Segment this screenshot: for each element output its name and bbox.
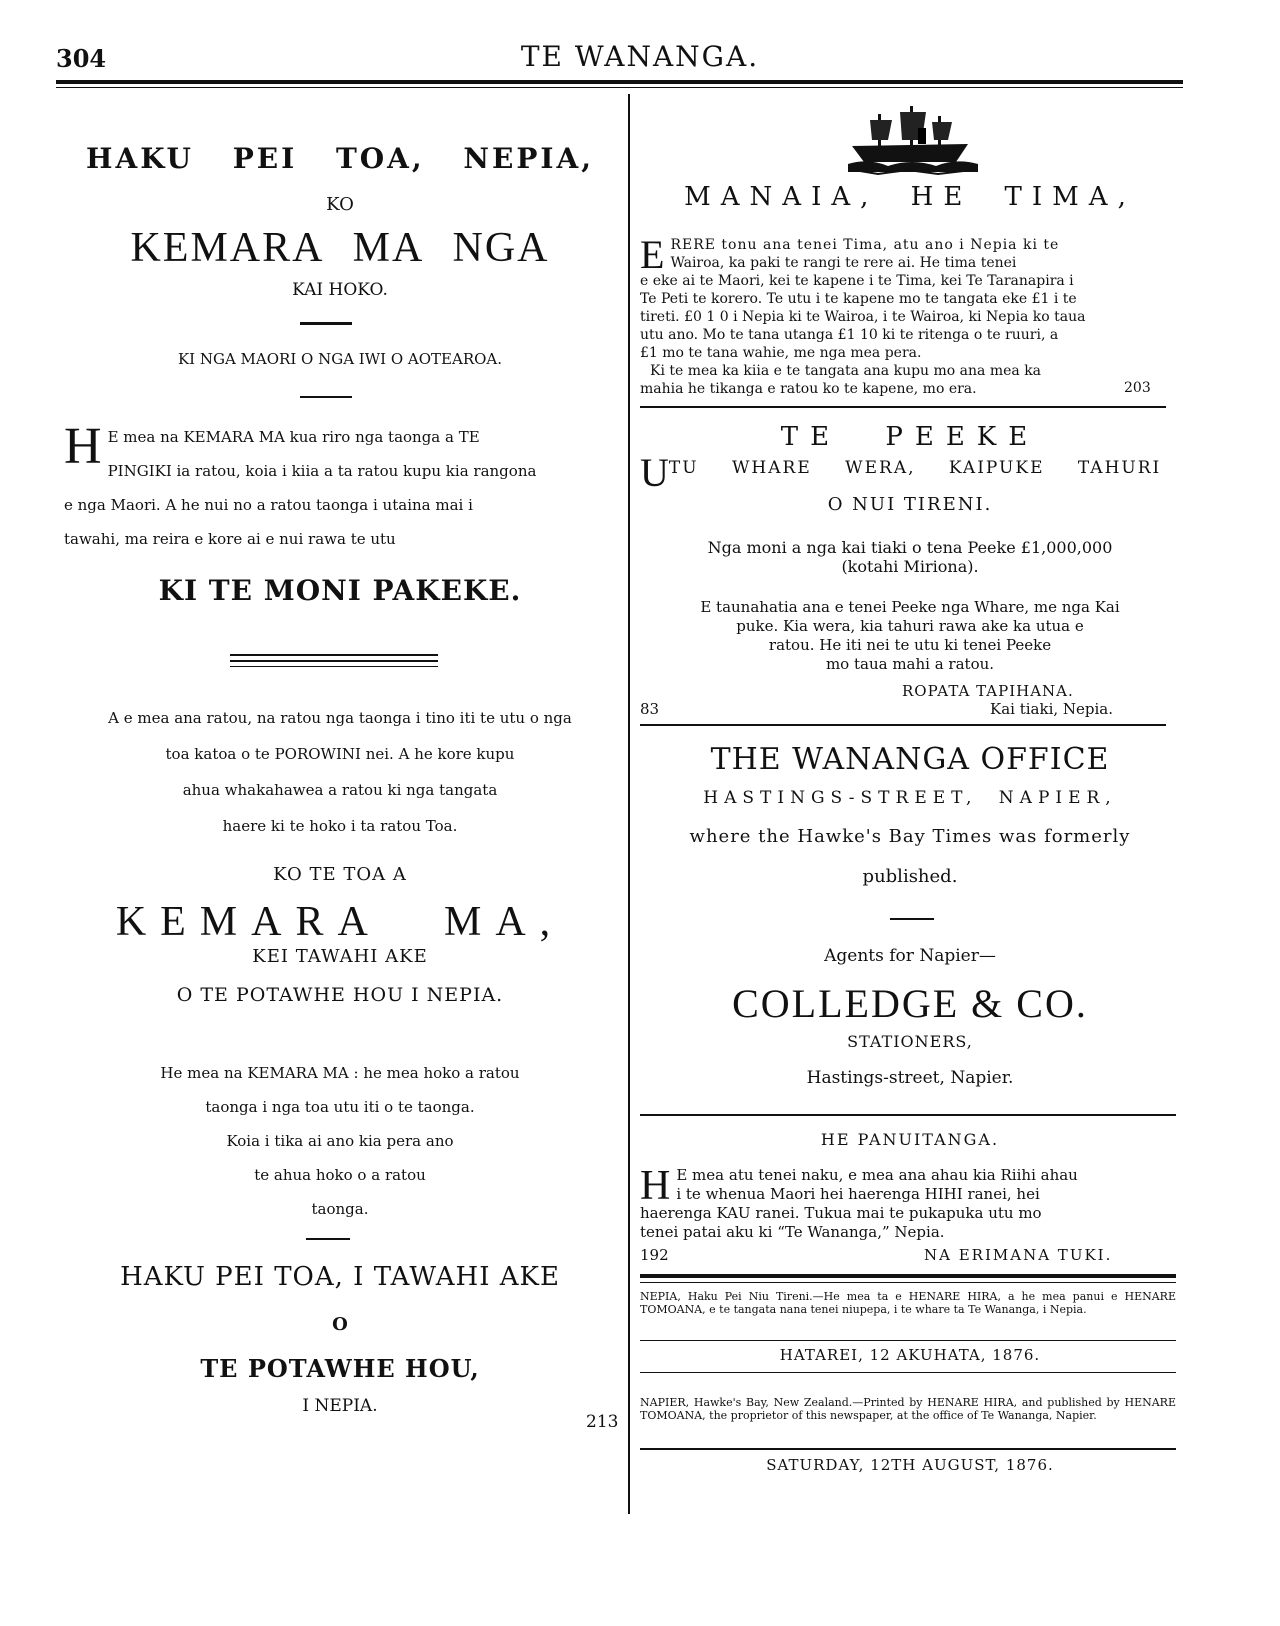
potawhe-nepia: O TE POTAWHE HOU I NEPIA. xyxy=(176,984,504,1006)
peeke-money-2: (kotahi Miriona). xyxy=(841,557,979,576)
kai-hoko: KAI HOKO. xyxy=(292,280,388,300)
tima-line: Ki te mea ka kiia e te tangata ana kupu mo ana mea ka xyxy=(650,363,1042,379)
tima-line: utu ano. Mo te tana utanga £1 10 ki te ritenga o te ruuri, a xyxy=(640,327,1059,343)
double-rule-bot xyxy=(230,666,438,667)
steamship-illustration xyxy=(848,100,978,178)
ad-number-213: 213 xyxy=(586,1412,619,1432)
colledge-and-co: COLLEDGE & CO. xyxy=(732,981,1088,1026)
date-english: SATURDAY, 12TH AUGUST, 1876. xyxy=(766,1456,1054,1474)
ko-label: KO xyxy=(326,194,354,215)
p2-line: haere ki te hoko i ta ratou Toa. xyxy=(222,817,458,835)
office-street: HASTINGS-STREET, NAPIER, xyxy=(703,788,1117,808)
divider-short-2 xyxy=(300,396,352,398)
hoko-paragraph xyxy=(60,1056,620,1226)
toa-paragraph xyxy=(60,700,620,844)
left-column xyxy=(60,0,620,1626)
dropcap-h-panui: H xyxy=(640,1163,671,1209)
te-potawhe-hou: TE POTAWHE HOU, xyxy=(200,1354,480,1383)
stationers: STATIONERS, xyxy=(847,1032,973,1051)
p1-line: tawahi, ma reira e kore ai e nui rawa te utu xyxy=(64,530,396,548)
divider-short-4 xyxy=(890,918,934,920)
p3-line: taonga. xyxy=(311,1200,369,1218)
p1-line: e nga Maori. A he nui no a ratou taonga i utaina mai i xyxy=(64,496,473,514)
p3-line: He mea na KEMARA MA : he mea hoko a ratou xyxy=(160,1064,520,1082)
peeke-heading xyxy=(640,450,1180,495)
agents-for-napier: Agents for Napier— xyxy=(824,946,996,966)
tima-line: £1 mo te tana wahie, me nga mea pera. xyxy=(640,345,922,361)
panui-line: E mea atu tenei naku, e mea ana ahau kia Riihi ahau xyxy=(676,1166,1078,1184)
peeke-signer: ROPATA TAPIHANA. xyxy=(902,682,1074,700)
hastings-street: Hastings-street, Napier. xyxy=(806,1068,1014,1088)
page-number: 304 xyxy=(56,44,107,73)
peeke-role: Kai tiaki, Nepia. xyxy=(990,700,1114,718)
tima-line: e eke ai te Maori, kei te kapene i te Tima, kei Te Taranapira i xyxy=(640,273,1074,289)
date-maori: HATAREI, 12 AKUHATA, 1876. xyxy=(779,1346,1041,1364)
p1-line: E mea na KEMARA MA kua riro nga taonga a TE xyxy=(107,428,480,446)
rule-after-colledge xyxy=(640,1114,1176,1116)
kei-tawahi-ake: KEI TAWAHI AKE xyxy=(252,946,428,967)
kemara-paragraph xyxy=(64,420,612,556)
rule-after-tima xyxy=(640,406,1166,408)
double-rule-mid xyxy=(230,660,438,662)
p3-line: te ahua hoko o a ratou xyxy=(254,1166,426,1184)
panui-line: tenei patai aku ki “Te Wananga,” Nepia. xyxy=(640,1223,945,1241)
kemara-ma-large: KEMARA MA, xyxy=(115,899,565,945)
divider-short xyxy=(300,322,352,325)
peeke-body-line: E taunahatia ana e tenei Peeke nga Whare, me nga Kai xyxy=(700,598,1120,616)
office-where: where the Hawke's Bay Times was formerly xyxy=(689,826,1131,847)
tima-line: RERE tonu ana tenei Tima, atu ano i Nepia ki te xyxy=(670,237,1060,253)
panui-paragraph xyxy=(640,1163,1176,1242)
panui-number-192: 192 xyxy=(640,1246,669,1264)
tima-paragraph xyxy=(640,232,1160,398)
p3-line: Koia i tika ai ano kia pera ano xyxy=(226,1132,454,1150)
p1-line: PINGIKI ia ratou, koia i kiia a ta ratou kupu kia rangona xyxy=(107,462,537,480)
te-peeke-title: TE PEEKE xyxy=(780,422,1040,452)
tima-line: Te Peti te korero. Te utu i te kapene mo te tangata eke £1 i te xyxy=(640,291,1077,307)
panui-line: haerenga KAU ranei. Tukua mai te pukapuka utu mo xyxy=(640,1204,1042,1222)
p2-line: A e mea ana ratou, na ratou nga taonga i tino iti te utu o nga xyxy=(108,709,572,727)
peeke-body-line: puke. Kia wera, kia tahuri rawa ake ka utua e xyxy=(736,617,1084,635)
dropcap-h: H xyxy=(64,418,102,475)
to-maori-heading: KI NGA MAORI O NGA IWI O AOTEAROA. xyxy=(177,350,503,368)
masthead: TE WANANGA. xyxy=(520,40,760,73)
panui-signer: NA ERIMANA TUKI. xyxy=(924,1246,1113,1264)
haku-pei-toa-title: HAKU PEI TOA, NEPIA, xyxy=(86,142,594,175)
peeke-body-line: ratou. He iti nei te utu ki tenei Peeke xyxy=(768,636,1052,654)
tima-line: Wairoa, ka paki te rangi te rere ai. He tima tenei xyxy=(670,255,1017,271)
divider-short-3 xyxy=(306,1238,350,1240)
dropcap-e: E xyxy=(640,232,665,277)
panuitanga-title: HE PANUITANGA. xyxy=(820,1130,1000,1149)
p2-line: ahua whakahawea a ratou ki nga tangata xyxy=(182,781,498,799)
imprint-rule-thin xyxy=(640,1282,1176,1283)
peeke-number-83: 83 xyxy=(640,700,660,718)
office-published: published. xyxy=(862,866,958,887)
haku-pei-toa-tawahi: HAKU PEI TOA, I TAWAHI AKE xyxy=(120,1262,560,1292)
ko-te-toa-a: KO TE TOA A xyxy=(273,864,407,885)
peeke-body-line: mo taua mahi a ratou. xyxy=(825,655,995,673)
tima-line: tireti. £0 1 0 i Nepia ki te Wairoa, i te Wairoa, ki Nepia ko taua xyxy=(640,309,1086,325)
double-rule-top xyxy=(230,654,438,656)
p2-line: toa katoa o te POROWINI nei. A he kore kupu xyxy=(165,745,515,763)
wananga-office-title: THE WANANGA OFFICE xyxy=(710,742,1110,777)
peeke-body xyxy=(640,598,1180,674)
ki-te-moni-pakeke: KI TE MONI PAKEKE. xyxy=(158,574,522,607)
maori-imprint: NEPIA, Haku Pei Niu Tireni.—He mea ta e HENARE HIRA, a he mea panui e HENARE TOMOANA, e te tangata nana tenei niupepa, i te whare ta Te Wananga, i Nepia. xyxy=(640,1290,1176,1316)
tima-number-203: 203 xyxy=(1124,380,1151,396)
tima-line: mahia he tikanga e ratou ko te kapene, mo era. xyxy=(640,381,977,397)
panui-line: i te whenua Maori hei haerenga HIHI ranei, hei xyxy=(676,1185,1040,1203)
o-label: O xyxy=(332,1314,348,1335)
peeke-line-1: TU WHARE WERA, KAIPUKE TAHURI xyxy=(668,458,1162,478)
rule-after-peeke xyxy=(640,724,1166,726)
i-nepia: I NEPIA. xyxy=(302,1396,378,1416)
english-imprint: NAPIER, Hawke's Bay, New Zealand.—Printed by HENARE HIRA, and published by HENARE TOMOANA, the proprietor of this newspaper, at the office of Te Wananga, Napier. xyxy=(640,1396,1176,1422)
imprint-rule-2 xyxy=(640,1340,1176,1341)
peeke-money-1: Nga moni a nga kai tiaki o tena Peeke £1,000,000 xyxy=(707,538,1113,557)
column-divider xyxy=(628,94,630,1514)
kemara-ma-nga: KEMARA MA NGA xyxy=(130,225,550,271)
dropcap-u: U xyxy=(640,450,669,495)
imprint-rule-4 xyxy=(640,1448,1176,1450)
imprint-rule-3 xyxy=(640,1372,1176,1373)
imprint-rule-thick xyxy=(640,1274,1176,1278)
manaia-title: MANAIA, HE TIMA, xyxy=(684,182,1136,212)
right-column xyxy=(640,0,1180,1626)
p3-line: taonga i nga toa utu iti o te taonga. xyxy=(205,1098,475,1116)
peeke-line-2: O NUI TIRENI. xyxy=(827,494,993,515)
